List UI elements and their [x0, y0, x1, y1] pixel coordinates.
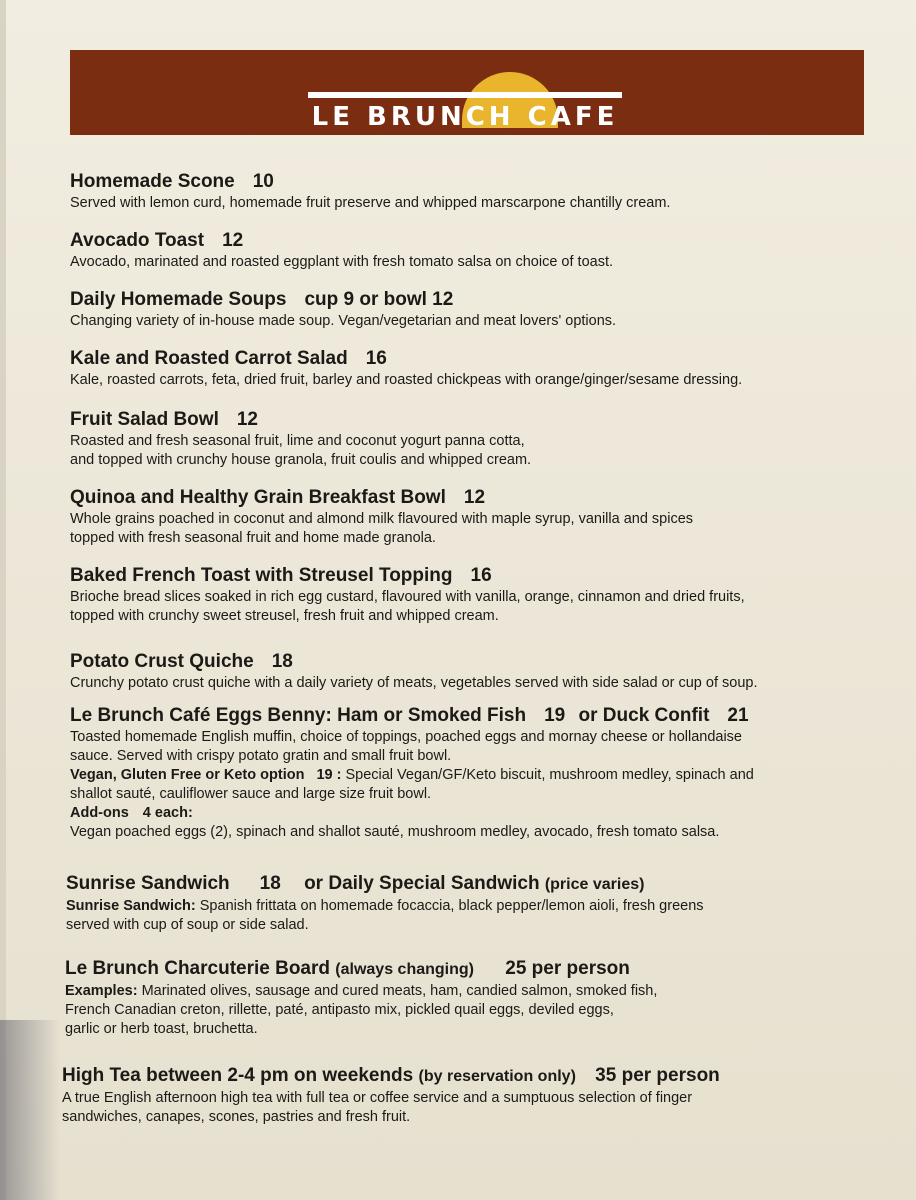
item-desc: Crunchy potato crust quiche with a daily variety of meats, vegetables served with side salad or cup of soup. — [70, 675, 758, 691]
item-price: 18 — [271, 651, 293, 672]
vegan-option-label: Vegan, Gluten Free or Keto option — [70, 767, 305, 783]
addons-label: Add-ons — [70, 805, 129, 821]
item-price: 19 — [544, 705, 566, 726]
cafe-title: LE BRUNCH CAFE — [311, 102, 619, 132]
item-desc-line: Roasted and fresh seasonal fruit, lime and coconut yogurt panna cotta, — [70, 433, 525, 449]
item-price: 18 — [259, 873, 281, 894]
item-name: Avocado Toast — [70, 230, 205, 251]
menu-item-avocado-toast — [70, 229, 890, 272]
sunrise-label: Sunrise Sandwich: — [66, 898, 196, 914]
examples-label: Examples: — [65, 983, 138, 999]
item-price: 12 — [463, 487, 486, 508]
item-desc-line: topped with crunchy sweet streusel, fresh fruit and whipped cream. — [70, 608, 499, 624]
item-price: cup 9 or bowl 12 — [304, 289, 454, 310]
item-name: Homemade Scone — [70, 171, 235, 192]
item-name: Kale and Roasted Carrot Salad — [70, 348, 348, 369]
item-desc: Avocado, marinated and roasted eggplant with fresh tomato salsa on choice of toast. — [70, 254, 614, 270]
item-desc-line: Marinated olives, sausage and cured meats, ham, candied salmon, smoked fish, — [141, 983, 658, 999]
menu-item-kale-salad — [70, 347, 890, 390]
item-name: Le Brunch Café Eggs Benny: Ham or Smoked Fish — [70, 705, 527, 726]
item-price: 16 — [365, 348, 387, 369]
vegan-option-desc-line: shallot sauté, cauliflower sauce and large size fruit bowl. — [70, 786, 432, 802]
menu-item-sunrise-sandwich — [66, 872, 886, 935]
item-alt-name: or Duck Confit — [578, 705, 710, 726]
item-desc-line: Brioche bread slices soaked in rich egg custard, flavoured with vanilla, orange, cinnamon and dried fruits, — [70, 589, 745, 605]
item-name: Le Brunch Charcuterie Board — [65, 958, 330, 979]
item-desc-line: French Canadian creton, rillette, paté, antipasto mix, pickled quail eggs, deviled eggs, — [65, 1002, 614, 1018]
item-desc-line: sauce. Served with crispy potato gratin and small fruit bowl. — [70, 748, 452, 764]
menu-item-quinoa-bowl — [70, 486, 890, 548]
item-desc: Changing variety of in-house made soup. Vegan/vegetarian and meat lovers' options. — [70, 313, 617, 329]
menu-item-fruit-salad — [70, 408, 890, 470]
item-name: Potato Crust Quiche — [70, 651, 254, 672]
item-price: 16 — [470, 565, 492, 586]
item-price: 12 — [236, 409, 258, 430]
menu-item-charcuterie — [65, 957, 885, 1039]
item-desc-line: topped with fresh seasonal fruit and home made granola. — [70, 530, 436, 546]
item-desc: Served with lemon curd, homemade fruit preserve and whipped marscarpone chantilly cream. — [70, 195, 671, 211]
item-price: 35 per person — [595, 1065, 720, 1086]
vegan-option-desc: Special Vegan/GF/Keto biscuit, mushroom medley, spinach and — [345, 767, 754, 783]
item-price: 10 — [252, 171, 274, 192]
item-name: Quinoa and Healthy Grain Breakfast Bowl — [70, 487, 446, 508]
item-alt-name: or Daily Special Sandwich — [304, 873, 540, 894]
item-note: (by reservation only) — [418, 1068, 576, 1085]
menu-item-eggs-benny — [70, 704, 890, 842]
item-desc-line: served with cup of soup or side salad. — [66, 917, 309, 933]
item-alt-price: 21 — [727, 705, 749, 726]
menu-item-french-toast — [70, 564, 890, 626]
item-desc-line: Toasted homemade English muffin, choice of toppings, poached eggs and mornay cheese or hollandaise — [70, 729, 742, 745]
item-price: 12 — [222, 230, 244, 251]
item-desc-line: garlic or herb toast, bruchetta. — [65, 1021, 258, 1037]
menu-item-scone — [70, 170, 890, 213]
addons-price: 4 each: — [142, 805, 193, 821]
item-desc-line: Spanish frittata on homemade focaccia, black pepper/lemon aioli, fresh greens — [199, 898, 704, 914]
item-desc: Kale, roasted carrots, feta, dried fruit, barley and roasted chickpeas with orange/ginger/sesame dressing. — [70, 372, 743, 388]
item-desc-line: sandwiches, canapes, scones, pastries and fresh fruit. — [62, 1109, 411, 1125]
item-name: Sunrise Sandwich — [66, 873, 230, 894]
item-alt-note: (price varies) — [544, 876, 645, 893]
item-name: Fruit Salad Bowl — [70, 409, 219, 430]
item-desc-line: Whole grains poached in coconut and almond milk flavoured with maple syrup, vanilla and spices — [70, 511, 694, 527]
item-name: Daily Homemade Soups — [70, 289, 287, 310]
addons-desc: Vegan poached eggs (2), spinach and shallot sauté, mushroom medley, avocado, fresh tomato salsa. — [70, 824, 720, 840]
menu-item-quiche — [70, 650, 890, 693]
vegan-option-price: 19 : — [316, 767, 342, 783]
page-shadow — [0, 1020, 60, 1200]
item-desc-line: and topped with crunchy house granola, fruit coulis and whipped cream. — [70, 452, 532, 468]
item-price: 25 per person — [505, 958, 630, 979]
item-name: Baked French Toast with Streusel Topping — [70, 565, 453, 586]
menu-banner — [70, 50, 864, 135]
banner-bar — [308, 92, 622, 98]
menu-item-soups — [70, 288, 890, 331]
item-note: (always changing) — [335, 961, 474, 978]
item-desc-line: A true English afternoon high tea with full tea or coffee service and a sumptuous selection of finger — [62, 1090, 693, 1106]
item-name: High Tea between 2-4 pm on weekends — [62, 1065, 414, 1086]
menu-item-high-tea — [62, 1064, 882, 1127]
